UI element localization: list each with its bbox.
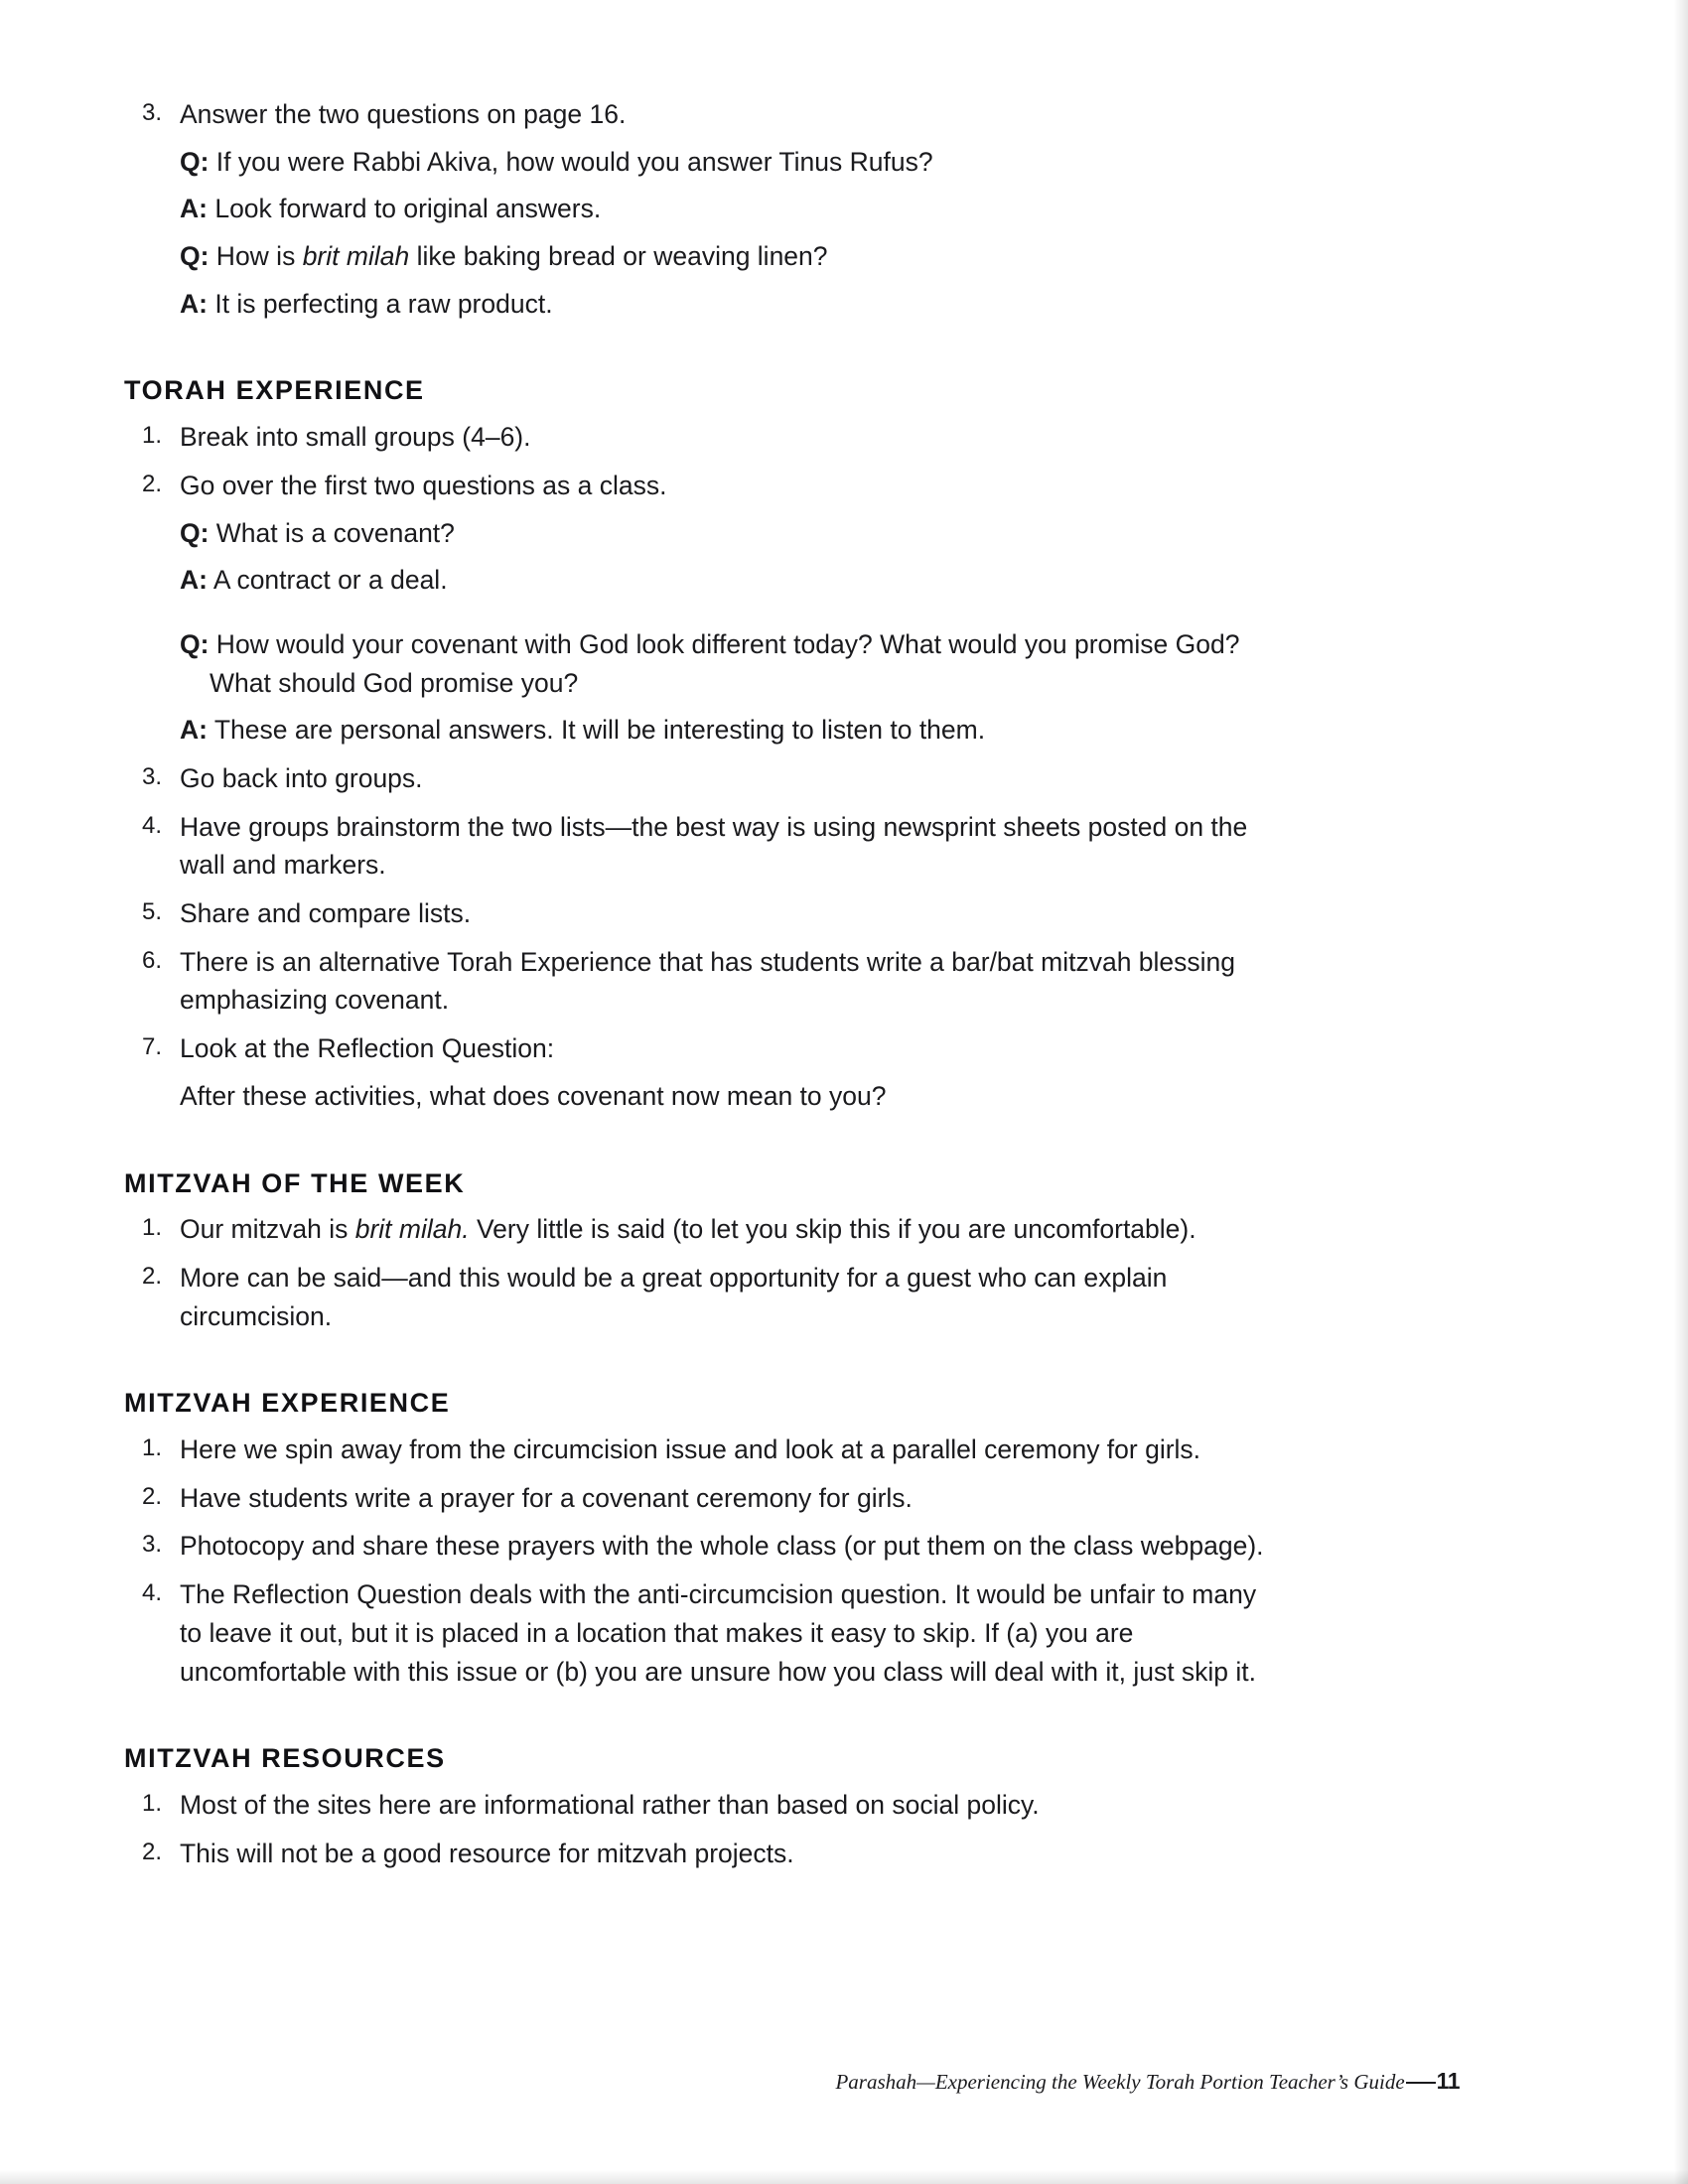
mitzvah-of-the-week-list — [124, 1210, 1281, 1335]
list-item-text: Have students write a prayer for a covenant ceremony for girls. — [180, 1482, 913, 1513]
qa-text: Look forward to original answers. — [207, 194, 602, 224]
list-item-number: 3. — [141, 1531, 162, 1559]
qa-text: It is perfecting a raw product. — [207, 288, 553, 319]
reflection-question: After these activities, what does covenant now mean to you? — [180, 1080, 887, 1111]
list-item-number: 1. — [141, 1789, 162, 1817]
qa-tag: Q: — [180, 241, 210, 272]
qa-text: These are personal answers. It will be interesting to listen to them. — [207, 715, 986, 746]
section-torah-experience — [124, 374, 1281, 1115]
list-item-text: The Reflection Question deals with the anti-circumcision question. It would be unfair to many to leave it out, but it is placed in a location that makes it easy to skip. If (a) you are uncomfortable with this issue or (b) you are unsure how you class will deal with it, just skip it. — [180, 1579, 1257, 1687]
qa-tag: A: — [180, 194, 208, 224]
section-heading: MITZVAH RESOURCES — [124, 1743, 446, 1774]
list-item-number: 2. — [141, 1482, 162, 1510]
list-item-number: 7. — [141, 1033, 162, 1061]
top-list — [124, 95, 1281, 323]
list-item-number: 4. — [141, 1579, 162, 1607]
list-item — [124, 1210, 1281, 1249]
mitzvah-resources-list — [124, 1786, 1281, 1872]
section-mitzvah-resources — [124, 1742, 1281, 1872]
page-edge-shadow-right — [1674, 0, 1688, 2184]
qa-text: If you were Rabbi Akiva, how would you answer Tinus Rufus? — [209, 146, 933, 177]
list-item — [124, 894, 1281, 933]
list-item-number: 2. — [141, 1262, 162, 1290]
list-item-number: 3. — [141, 763, 162, 790]
list-item-number: 2. — [141, 470, 162, 497]
qa-line — [180, 190, 1281, 228]
list-item — [124, 95, 1281, 323]
list-item-text: Look at the Reflection Question: — [180, 1033, 555, 1064]
list-item — [124, 467, 1281, 750]
list-item — [124, 1786, 1281, 1825]
footer-rule — [1406, 2082, 1436, 2084]
qa-text: A contract or a deal. — [207, 565, 448, 596]
qa-text: How is — [209, 241, 303, 272]
qa-italic-term: brit milah — [302, 241, 410, 272]
section-mitzvah-of-the-week — [124, 1167, 1281, 1336]
list-item-text: Go back into groups. — [180, 763, 423, 793]
section-heading: MITZVAH EXPERIENCE — [124, 1388, 451, 1419]
list-item-number: 4. — [141, 811, 162, 839]
list-item-text: Answer the two questions on page 16. — [180, 99, 627, 129]
list-item — [124, 1527, 1281, 1566]
list-item — [124, 759, 1281, 798]
page-footer — [0, 2068, 1460, 2095]
list-item-text: More can be said—and this would be a great opportunity for a guest who can explain circumcision. — [180, 1262, 1168, 1331]
list-item — [124, 1431, 1281, 1469]
qa-line — [180, 143, 1281, 182]
mitzvah-experience-list — [124, 1431, 1281, 1691]
qa-text-after: like baking bread or weaving linen? — [409, 241, 828, 272]
qa-line — [180, 514, 1281, 553]
footer-title: Parashah—Experiencing the Weekly Torah Portion Teacher’s Guide — [835, 2070, 1405, 2094]
list-item-number: 6. — [141, 946, 162, 974]
qa-line — [180, 711, 1281, 750]
list-item-text: Most of the sites here are informational rather than based on social policy. — [180, 1789, 1040, 1820]
list-item-text: This will not be a good resource for mitzvah projects. — [180, 1838, 794, 1868]
list-item-number: 2. — [141, 1838, 162, 1865]
qa-tag: Q: — [180, 628, 210, 659]
list-item-text-before: Our mitzvah is — [180, 1214, 355, 1245]
list-item-text: There is an alternative Torah Experience that has students write a bar/bat mitzvah blessing emphasizing covenant. — [180, 946, 1236, 1016]
qa-line — [180, 625, 1281, 702]
list-item-number: 5. — [141, 898, 162, 926]
section-heading: MITZVAH OF THE WEEK — [124, 1167, 466, 1198]
list-item-text: Photocopy and share these prayers with the whole class (or put them on the class webpage). — [180, 1531, 1264, 1562]
qa-tag: A: — [180, 715, 208, 746]
page-edge-shadow-bottom — [0, 2170, 1688, 2184]
page-number: 11 — [1436, 2068, 1460, 2094]
qa-text: How would your covenant with God look different today? What would you promise God? What should God promise you? — [209, 628, 1240, 698]
qa-tag: A: — [180, 288, 208, 319]
list-item-text: Break into small groups (4–6). — [180, 422, 531, 453]
top-continued-list — [124, 95, 1281, 323]
list-item-text: Go over the first two questions as a class. — [180, 470, 667, 500]
page-content — [124, 95, 1281, 1882]
qa-tag: Q: — [180, 146, 210, 177]
section-mitzvah-experience — [124, 1387, 1281, 1691]
list-item — [124, 943, 1281, 1020]
torah-experience-list — [124, 418, 1281, 1115]
list-item-number: 3. — [141, 99, 162, 126]
list-item-text: Have groups brainstorm the two lists—the best way is using newsprint sheets posted on the wall and markers. — [180, 811, 1248, 881]
list-item-number: 1. — [141, 1434, 162, 1462]
list-item — [124, 1259, 1281, 1335]
list-item — [124, 1029, 1281, 1115]
list-item-text-after: Very little is said (to let you skip this if you are uncomfortable). — [469, 1214, 1196, 1245]
qa-text: What is a covenant? — [209, 517, 455, 548]
qa-tag: Q: — [180, 517, 210, 548]
qa-tag: A: — [180, 565, 208, 596]
section-heading: TORAH EXPERIENCE — [124, 375, 425, 406]
list-item — [124, 808, 1281, 885]
qa-line — [180, 285, 1281, 324]
list-item — [124, 1835, 1281, 1873]
list-item-text: Share and compare lists. — [180, 898, 472, 929]
italic-term: brit milah. — [354, 1214, 470, 1245]
list-item — [124, 1479, 1281, 1518]
list-item-text: Here we spin away from the circumcision issue and look at a parallel ceremony for girls. — [180, 1434, 1201, 1465]
list-item — [124, 418, 1281, 457]
list-item — [124, 1575, 1281, 1691]
qa-line — [180, 561, 1281, 600]
qa-line — [180, 237, 1281, 276]
list-item-number: 1. — [141, 422, 162, 450]
list-item-number: 1. — [141, 1214, 162, 1242]
list-item-text — [180, 1210, 1281, 1249]
